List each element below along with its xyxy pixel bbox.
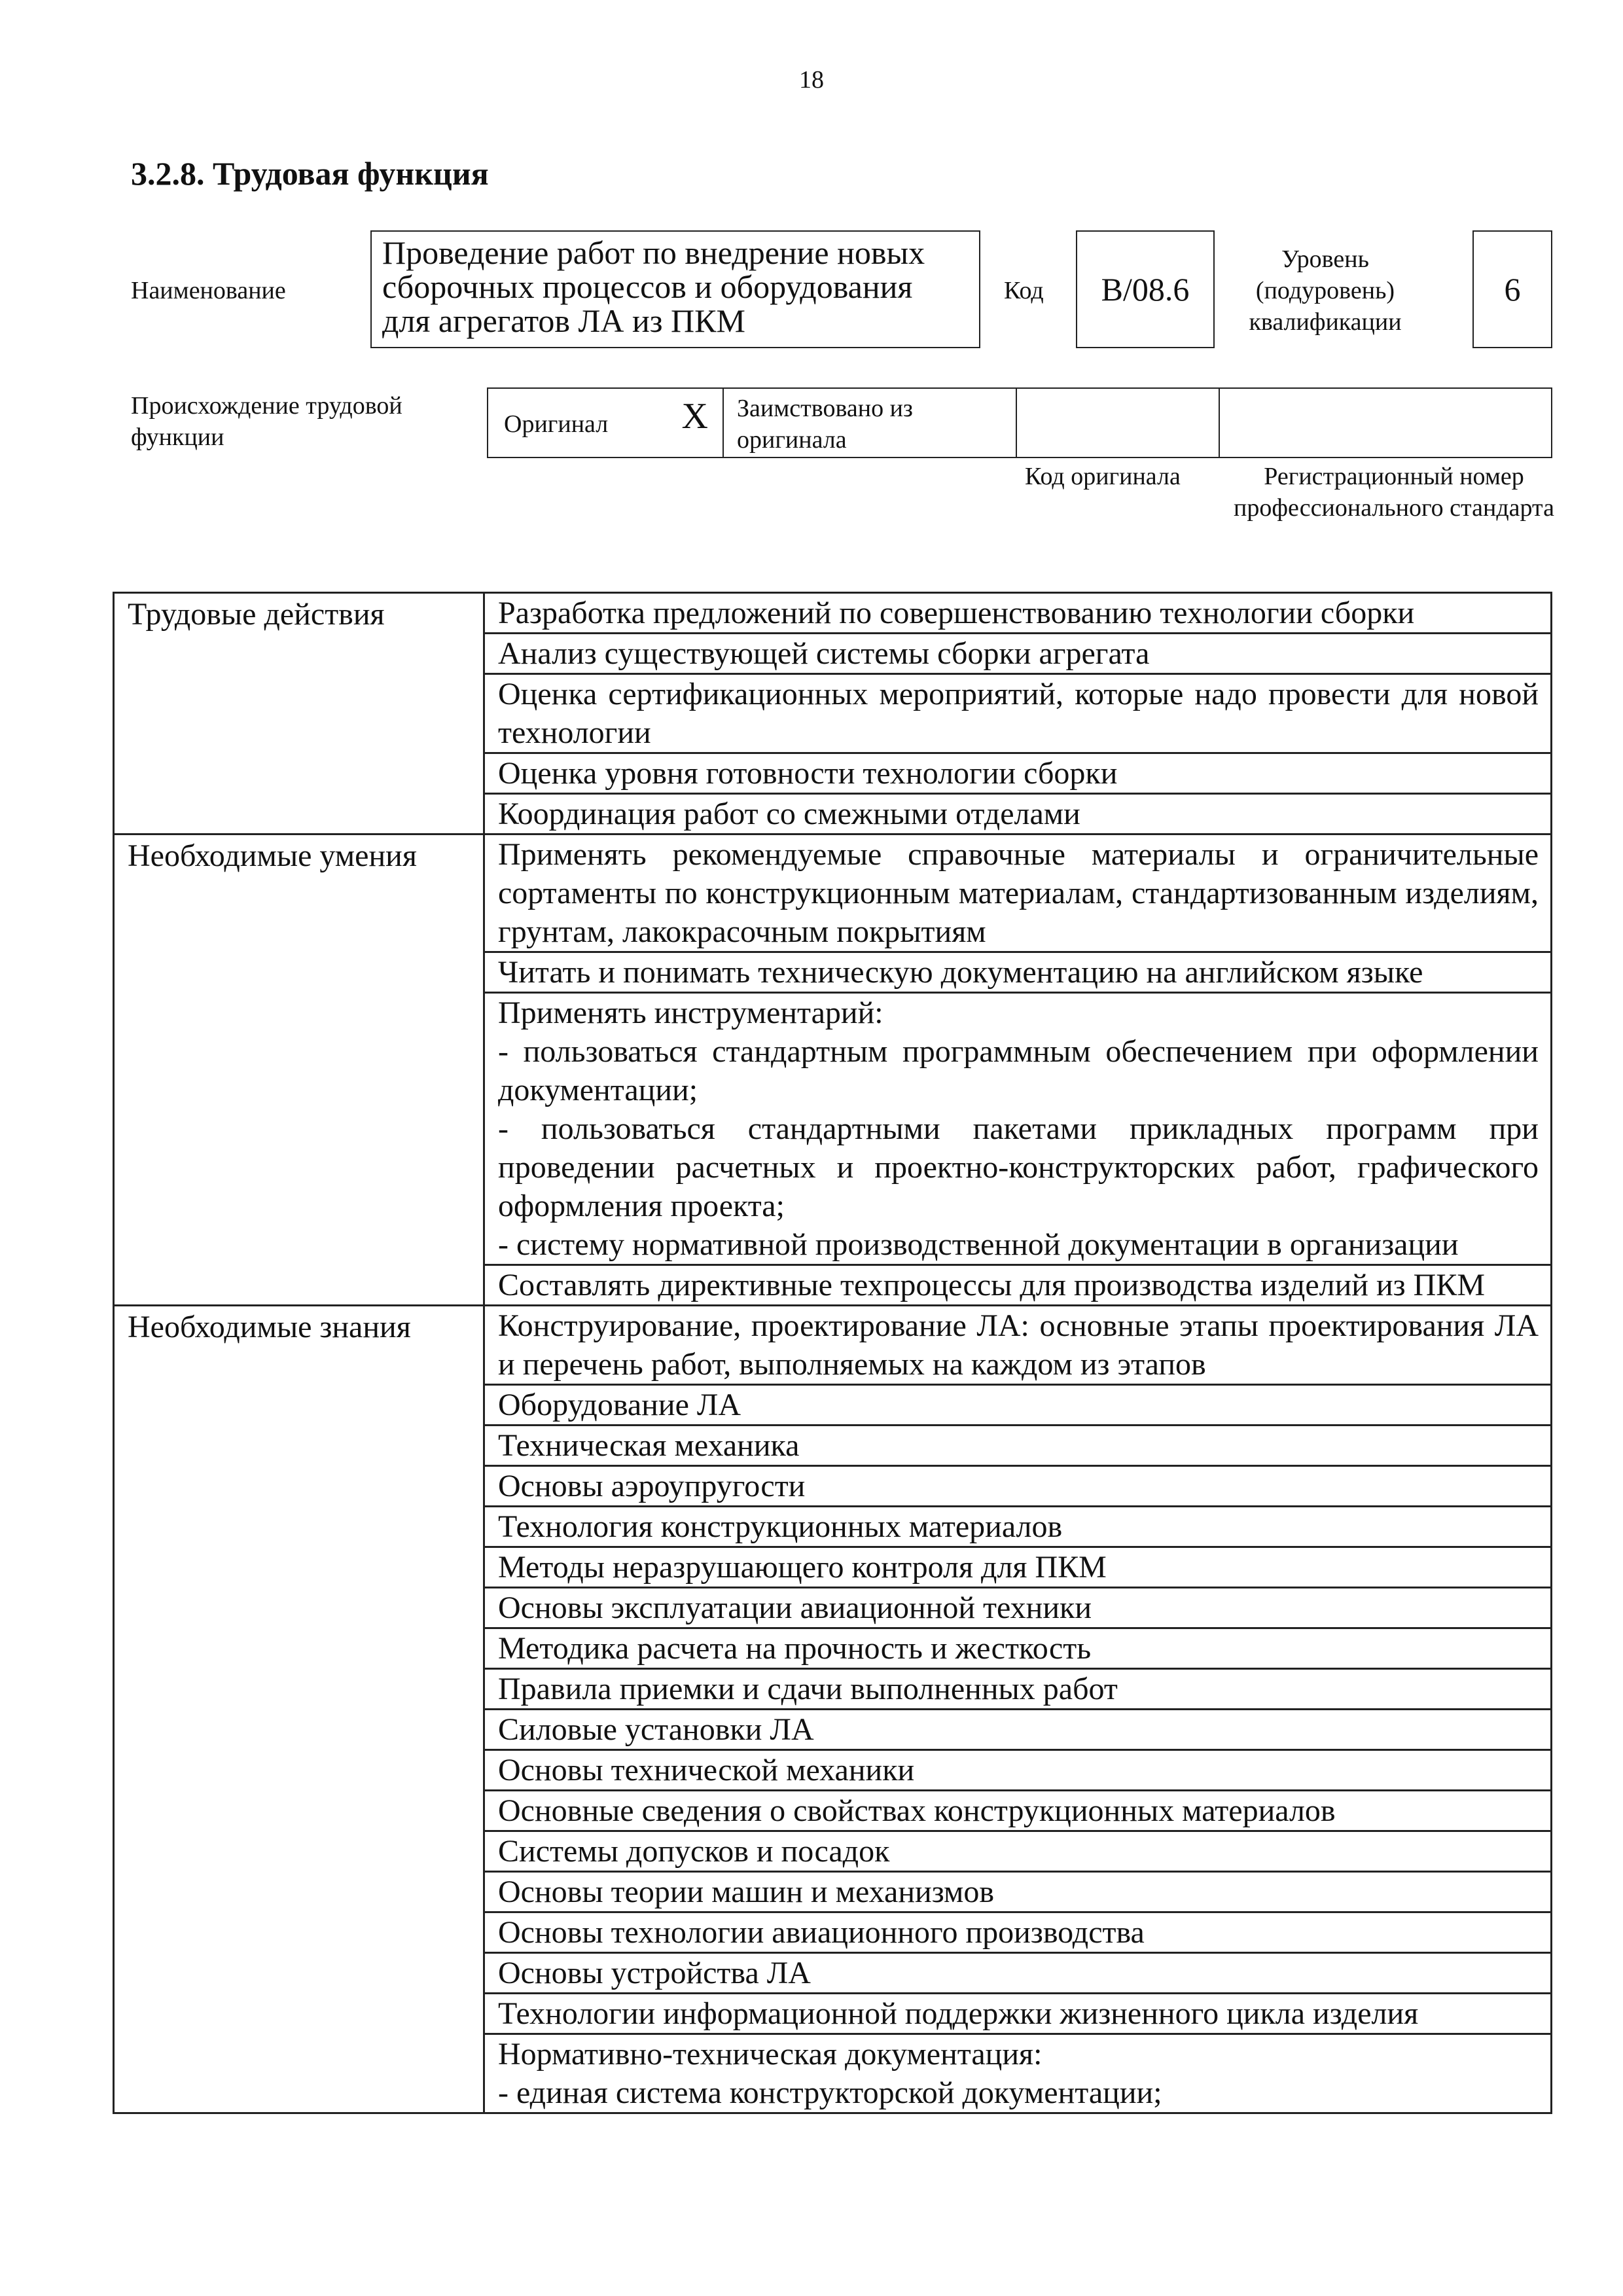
table-row	[114, 834, 1552, 952]
original-mark: X	[681, 396, 708, 437]
section-item: Основы аэроупругости	[484, 1466, 1552, 1507]
section-item: Читать и понимать техническую документацию на английском языке	[484, 952, 1552, 993]
section-item: Основные сведения о свойствах конструкционных материалов	[484, 1791, 1552, 1831]
section-item: Основы эксплуатации авиационной техники	[484, 1588, 1552, 1628]
section-item: Правила приемки и сдачи выполненных работ	[484, 1669, 1552, 1710]
section-item: Основы технической механики	[484, 1750, 1552, 1791]
table-row	[114, 593, 1552, 634]
section-heading: Трудовые действия	[114, 593, 484, 834]
section-item: Разработка предложений по совершенствованию технологии сборки	[484, 593, 1552, 634]
original-label: Оригинал	[504, 410, 609, 438]
section-item: Техническая механика	[484, 1426, 1552, 1466]
section-item: Применять инструментарий: - пользоваться стандартным программным обеспечением при оформлении документации; - пользоваться стандартными пакетами прикладных программ при проведении расчетных и проектно-конструкторских работ, графического оформления проекта; - систему нормативной производственной документации в организации	[484, 993, 1552, 1265]
section-item: Технологии информационной поддержки жизненного цикла изделия	[484, 1994, 1552, 2034]
section-item: Применять рекомендуемые справочные материалы и ограничительные сортаменты по конструкционным материалам, стандартизованным изделиям, грунтам, лакокрасочным покрытиям	[484, 834, 1552, 952]
name-label: Наименование	[131, 277, 286, 304]
section-item: Анализ существующей системы сборки агрегата	[484, 634, 1552, 674]
table-row	[114, 1306, 1552, 1385]
section-heading: Необходимые знания	[114, 1306, 484, 2113]
borrowed-cell: Заимствовано из оригинала	[724, 389, 1017, 457]
section-title: 3.2.8. Трудовая функция	[131, 155, 489, 192]
section-item: Нормативно-техническая документация: - единая система конструкторской документации;	[484, 2034, 1552, 2113]
section-item: Основы технологии авиационного производства	[484, 1912, 1552, 1953]
section-item: Конструирование, проектирование ЛА: основные этапы проектирования ЛА и перечень работ, выполняемых на каждом из этапов	[484, 1306, 1552, 1385]
function-name-box: Проведение работ по внедрение новых сборочных процессов и оборудования для агрегатов ЛА из ПКМ	[370, 230, 980, 348]
reg-number-cell	[1220, 389, 1551, 457]
section-item: Координация работ со смежными отделами	[484, 794, 1552, 834]
level-label: Уровень (подуровень) квалификации	[1249, 245, 1402, 336]
section-heading: Необходимые умения	[114, 834, 484, 1306]
level-box: 6	[1472, 230, 1552, 348]
origin-label: Происхождение трудовой функции	[131, 392, 402, 451]
section-item: Технология конструкционных материалов	[484, 1507, 1552, 1547]
section-item: Оборудование ЛА	[484, 1385, 1552, 1426]
original-cell	[488, 389, 724, 457]
section-item: Методика расчета на прочность и жесткость	[484, 1628, 1552, 1669]
section-item: Основы устройства ЛА	[484, 1953, 1552, 1994]
section-item: Составлять директивные техпроцессы для производства изделий из ПКМ	[484, 1265, 1552, 1306]
section-item: Основы теории машин и механизмов	[484, 1872, 1552, 1912]
page-number: 18	[799, 66, 824, 94]
code-box: B/08.6	[1076, 230, 1215, 348]
code-label: Код	[1004, 277, 1044, 304]
original-code-caption: Код оригинала	[1025, 463, 1181, 490]
origin-table	[487, 387, 1552, 458]
reg-number-caption: Регистрационный номер профессионального стандарта	[1234, 463, 1554, 522]
section-item: Оценка сертификационных мероприятий, которые надо провести для новой технологии	[484, 674, 1552, 753]
original-code-cell	[1017, 389, 1220, 457]
section-item: Силовые установки ЛА	[484, 1710, 1552, 1750]
section-item: Системы допусков и посадок	[484, 1831, 1552, 1872]
section-item: Оценка уровня готовности технологии сборки	[484, 753, 1552, 794]
section-item: Методы неразрушающего контроля для ПКМ	[484, 1547, 1552, 1588]
function-details-table	[113, 592, 1552, 2114]
